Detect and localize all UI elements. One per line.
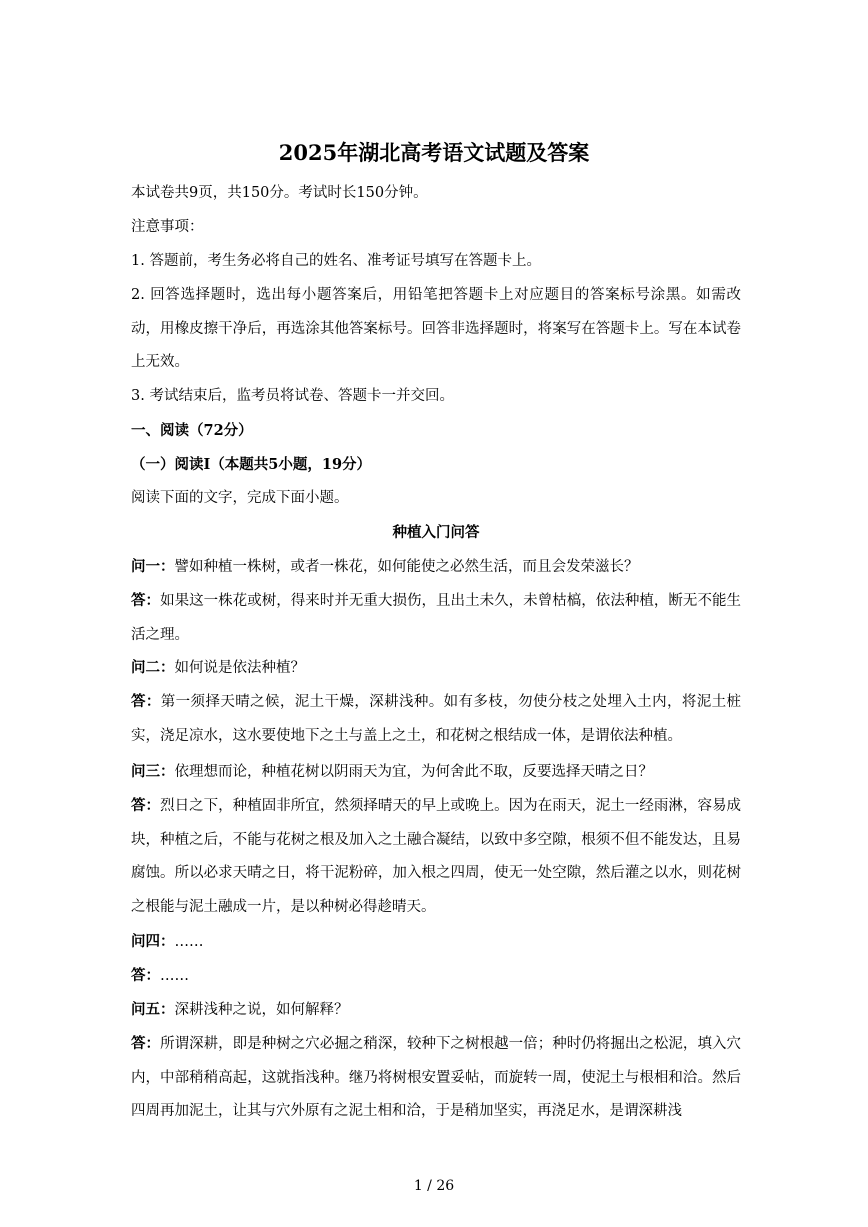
passage-title: 种植入门问答 — [392, 524, 480, 541]
answer-4 — [131, 959, 741, 994]
answer-1 — [131, 584, 741, 652]
document-title: 2025年湖北高考语文试题及答案 — [278, 140, 590, 165]
question-label: 问一： — [131, 558, 175, 575]
section-heading: 一、阅读（72分） — [131, 422, 253, 439]
answer-label: 答： — [131, 967, 160, 984]
question-label: 问五： — [131, 1001, 175, 1018]
question-text: 依理想而论，种植花树以阴雨天为宜，为何舍此不取，反要选择天晴之日？ — [174, 764, 653, 780]
question-text: 如何说是依法种植？ — [174, 660, 305, 676]
answer-label: 答： — [131, 1035, 161, 1052]
reading-instruction: 阅读下面的文字，完成下面小题。 — [131, 490, 349, 506]
notice-item-1: 1. 答题前，考生务必将自己的姓名、准考证号填写在答题卡上。 — [131, 253, 541, 269]
answer-5 — [131, 1027, 741, 1129]
answer-text: …… — [160, 968, 189, 984]
exam-intro: 本试卷共9页，共150分。考试时长150分钟。 — [131, 185, 428, 201]
notice-item-2: 2. 回答选择题时，选出每小题答案后，用铅笔把答题卡上对应题目的答案标号涂黑。如需改动，用橡皮擦干净后，再选涂其他答案标号。回答非选择题时，将案写在答题卡上。写在本试卷上无效。 — [131, 287, 741, 370]
question-4 — [131, 925, 741, 960]
notice-heading: 注意事项： — [131, 219, 204, 235]
answer-text: 如果这一株花或树，得来时并无重大损伤，且出土未久，未曾枯槁，依法种植，断无不能生活之理。 — [131, 593, 742, 643]
question-label: 问三： — [131, 763, 175, 780]
answer-label: 答： — [131, 592, 161, 609]
question-2 — [131, 651, 741, 686]
answer-text: 第一须择天晴之候，泥土干燥，深耕浅种。如有多枝，勿使分枝之处埋入土内，将泥土桩实，浇足凉水，这水要使地下之土与盖上之土，和花树之根结成一体，是谓依法种植。 — [131, 694, 742, 744]
answer-text: 所谓深耕，即是种树之穴必掘之稍深，较种下之树根越一倍；种时仍将掘出之松泥，填入穴内，中部稍稍高起，这就指浅种。继乃将树根安置妥帖，而旋转一周，使泥土与根相和洽。然后四周再加泥土，让其与穴外原有之泥土相和洽，于是稍加坚实，再浇足水，是谓深耕浅 — [131, 1036, 742, 1119]
page-indicator: 1 / 26 — [413, 1178, 455, 1194]
question-text: …… — [174, 934, 204, 950]
question-text: 深耕浅种之说，如何解释？ — [174, 1002, 349, 1018]
question-text: 譬如种植一株树，或者一株花，如何能使之必然生活，而且会发荣滋长？ — [174, 559, 639, 575]
question-3 — [131, 755, 741, 790]
question-5 — [131, 993, 741, 1028]
answer-text: 烈日之下，种植固非所宜，然须择晴天的早上或晚上。因为在雨天，泥土一经雨淋，容易成块，种植之后，不能与花树之根及加入之土融合凝结，以致中多空隙，根须不但不能发达，且易腐蚀。所以必求天晴之日，将干泥粉碎，加入根之四周，使无一处空隙，然后灌之以水，则花树之根能与泥土融成一片，是以种树必得趁晴天。 — [131, 798, 742, 915]
question-1 — [131, 550, 741, 585]
answer-label: 答： — [131, 797, 161, 814]
question-label: 问二： — [131, 659, 175, 676]
notice-item-3: 3. 考试结束后，监考员将试卷、答题卡一并交回。 — [131, 388, 454, 404]
question-label: 问四： — [131, 933, 175, 950]
answer-label: 答： — [131, 693, 161, 710]
answer-2 — [131, 685, 741, 753]
subsection-heading: （一）阅读I（本题共5小题，19分） — [131, 456, 372, 473]
answer-3 — [131, 789, 741, 924]
